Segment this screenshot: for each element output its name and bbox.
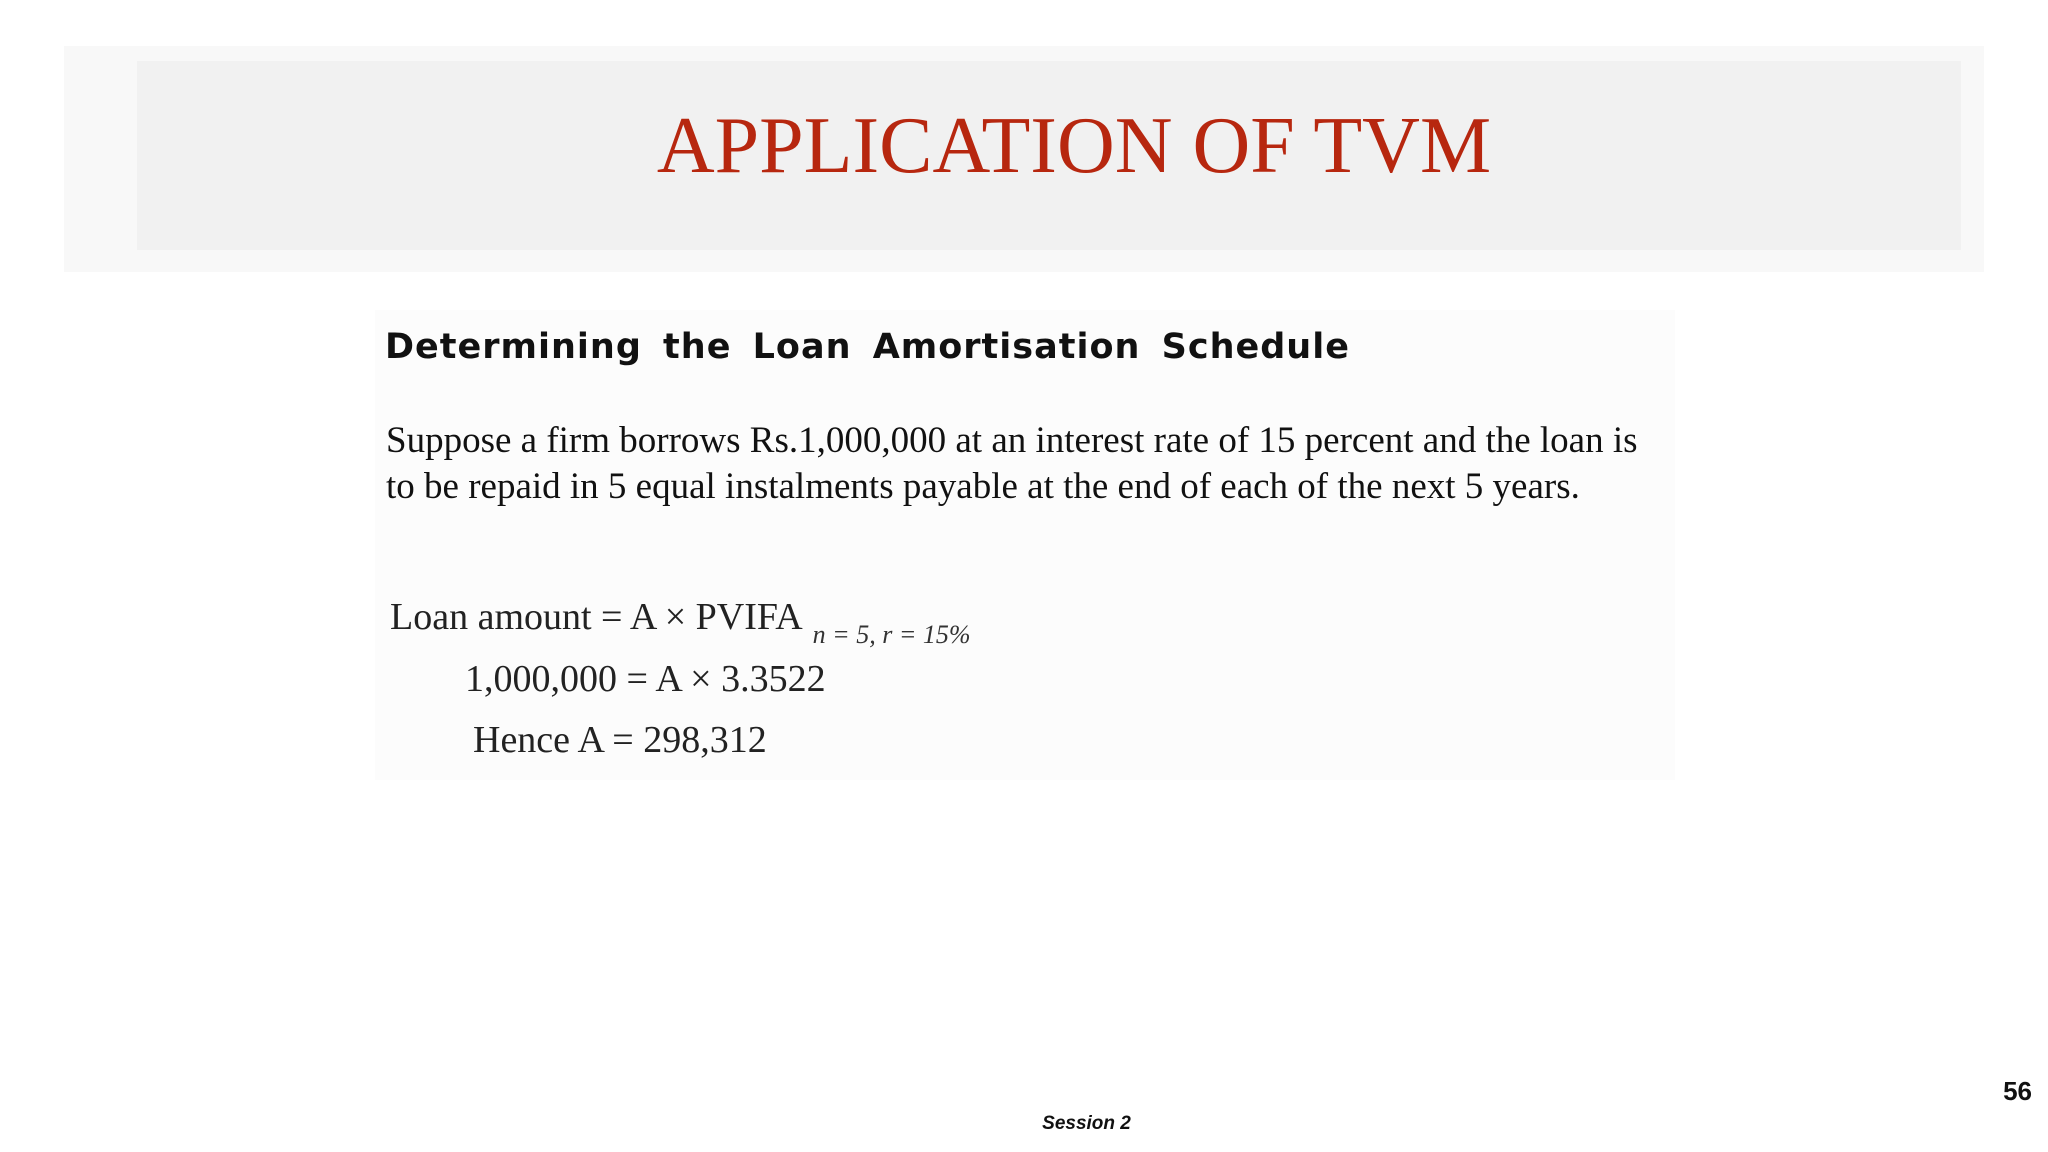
formula-subscript: n = 5, r = 15% bbox=[812, 620, 971, 649]
title-band bbox=[137, 61, 1961, 250]
formula-line-1-text: Loan amount = A × PVIFA bbox=[390, 596, 803, 638]
problem-statement: Suppose a firm borrows Rs.1,000,000 at an interest rate of 15 percent and the loan is to be repaid in 5 equal instalments payable at the end of each of the next 5 years. bbox=[386, 420, 1638, 507]
slide-title: APPLICATION OF TVM bbox=[656, 102, 1492, 190]
formula-line-loan-amount bbox=[390, 595, 971, 649]
formula-line-substitution: 1,000,000 = A × 3.3522 bbox=[465, 658, 826, 700]
section-heading: Determining the Loan Amortisation Schedule bbox=[385, 327, 1350, 367]
footer-session: Session 2 bbox=[1042, 1113, 1131, 1134]
page-number: 56 bbox=[2003, 1076, 2032, 1106]
formula-line-result: Hence A = 298,312 bbox=[473, 719, 767, 761]
content-area bbox=[375, 310, 1675, 780]
